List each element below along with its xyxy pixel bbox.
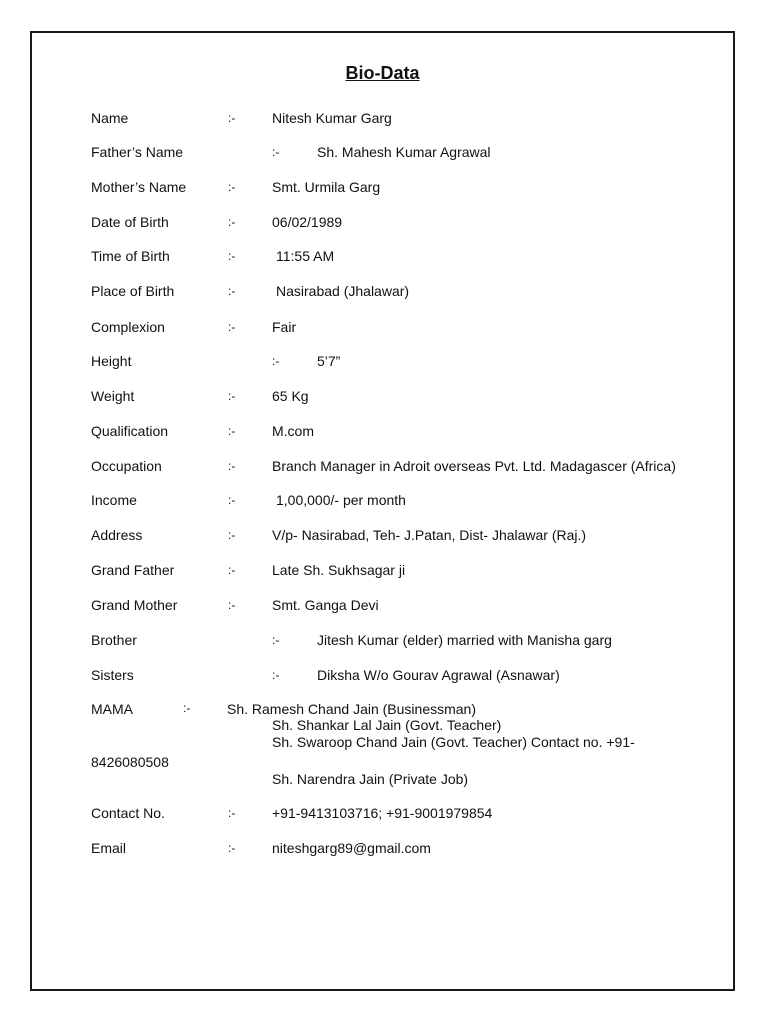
field-label: Income: [91, 492, 137, 508]
field-value: Nitesh Kumar Garg: [272, 110, 392, 126]
field-label: Email: [91, 840, 127, 856]
field-label: Sisters: [91, 667, 134, 683]
mama-line-4: Sh. Narendra Jain (Private Job): [272, 771, 469, 787]
field-value: 5’7”: [317, 353, 341, 369]
field-separator: :-: [228, 284, 236, 298]
field-value: Sh. Mahesh Kumar Agrawal: [317, 144, 491, 160]
field-label: Name: [91, 110, 129, 126]
field-separator: :-: [228, 563, 236, 577]
field-separator: :-: [228, 841, 236, 855]
biodata-page: [30, 31, 735, 991]
field-label: Brother: [91, 632, 137, 648]
field-separator: :-: [228, 215, 236, 229]
field-mama: [91, 701, 711, 801]
field-value: Fair: [272, 319, 297, 335]
field-value: 65 Kg: [272, 388, 309, 404]
field-value: Nasirabad (Jhalawar): [276, 283, 410, 299]
field-value: 06/02/1989: [272, 214, 343, 230]
field-label: Place of Birth: [91, 283, 175, 299]
field-label: Qualification: [91, 423, 169, 439]
field-separator: :-: [228, 320, 236, 334]
mama-line-3: Sh. Swaroop Chand Jain (Govt. Teacher) Contact no. +91-: [272, 734, 635, 750]
field-separator: :-: [228, 111, 236, 125]
field-label: Complexion: [91, 319, 165, 335]
field-label: Contact No.: [91, 805, 165, 821]
field-separator: :-: [228, 459, 236, 473]
field-value: Smt. Urmila Garg: [272, 179, 381, 195]
field-value: Smt. Ganga Devi: [272, 597, 379, 613]
field-label: Date of Birth: [91, 214, 169, 230]
field-value: +91-9413103716; +91-9001979854: [272, 805, 493, 821]
field-label: Weight: [91, 388, 135, 404]
field-label: Grand Father: [91, 562, 175, 578]
field-label: Time of Birth: [91, 248, 170, 264]
field-separator: :-: [272, 668, 280, 682]
field-label: Occupation: [91, 458, 162, 474]
field-value: Jitesh Kumar (elder) married with Manisha garg: [317, 632, 612, 648]
field-separator: :-: [228, 598, 236, 612]
page-title: Bio-Data: [345, 63, 420, 83]
field-separator: :-: [228, 424, 236, 438]
mama-line-2: Sh. Shankar Lal Jain (Govt. Teacher): [272, 717, 502, 733]
field-separator: :-: [228, 389, 236, 403]
field-label: Father’s Name: [91, 144, 184, 160]
field-value: V/p- Nasirabad, Teh- J.Patan, Dist- Jhalawar (Raj.): [272, 527, 587, 543]
field-label: MAMA: [91, 701, 133, 717]
field-value: Late Sh. Sukhsagar ji: [272, 562, 406, 578]
field-value: Diksha W/o Gourav Agrawal (Asnawar): [317, 667, 560, 683]
field-value: 1,00,000/- per month: [276, 492, 406, 508]
field-separator: :-: [228, 528, 236, 542]
field-label: Mother’s Name: [91, 179, 187, 195]
field-separator: :-: [183, 701, 191, 715]
field-separator: :-: [272, 145, 280, 159]
field-value: niteshgarg89@gmail.com: [272, 840, 431, 856]
field-separator: :-: [228, 806, 236, 820]
field-value: Branch Manager in Adroit overseas Pvt. Ltd. Madagascer (Africa): [272, 458, 676, 474]
field-separator: :-: [272, 354, 280, 368]
field-label: Grand Mother: [91, 597, 178, 613]
mama-line-1: Sh. Ramesh Chand Jain (Businessman): [227, 701, 477, 717]
field-separator: :-: [228, 249, 236, 263]
field-label: Address: [91, 527, 143, 543]
field-value: 11:55 AM: [276, 248, 335, 264]
field-value: M.com: [272, 423, 314, 439]
field-separator: :-: [272, 633, 280, 647]
field-label: Height: [91, 353, 132, 369]
mama-contact-number: 8426080508: [91, 754, 169, 770]
field-separator: :-: [228, 180, 236, 194]
field-separator: :-: [228, 493, 236, 507]
